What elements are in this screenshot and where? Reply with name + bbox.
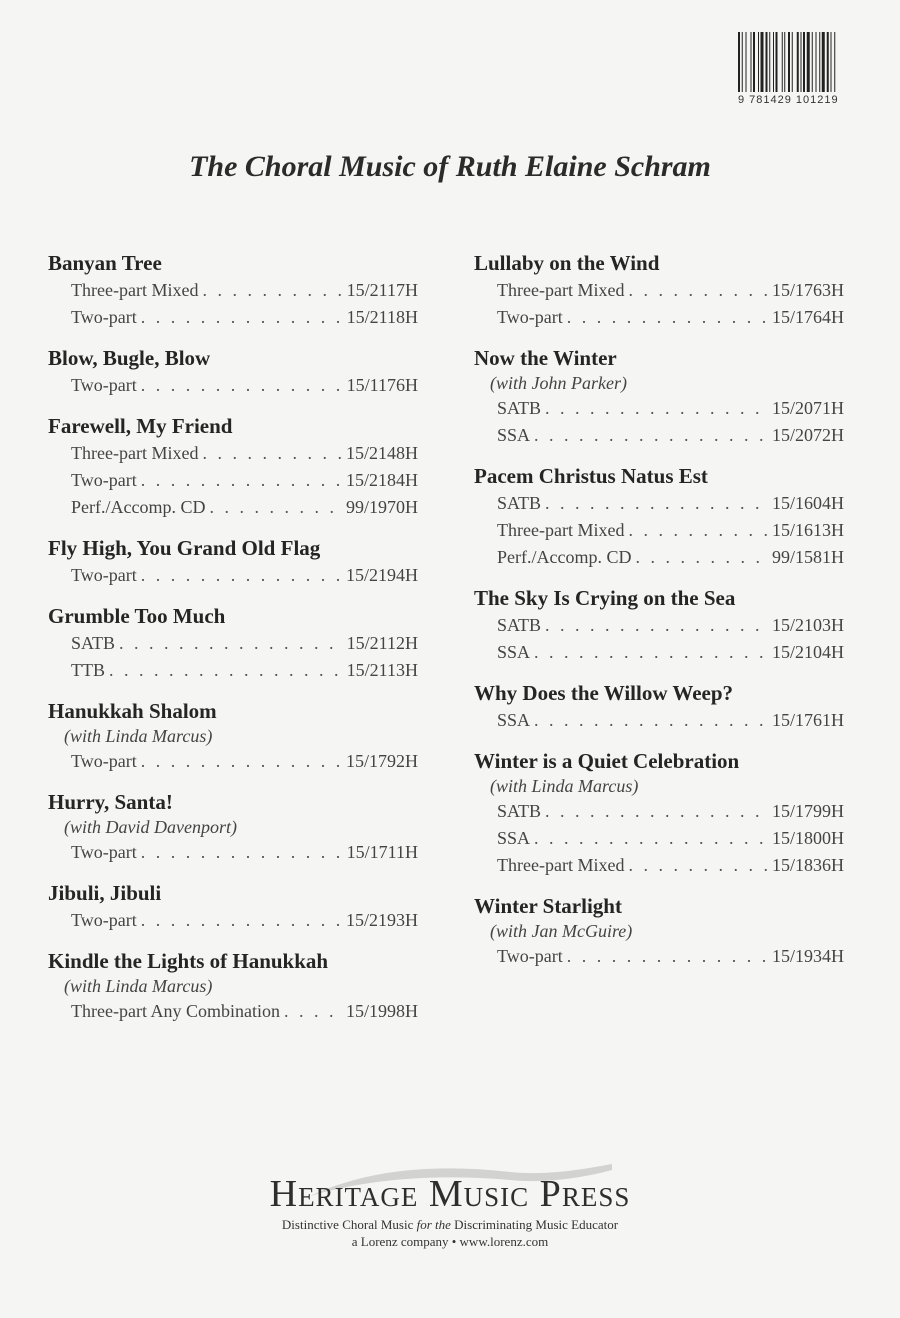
song-title: Why Does the Willow Weep? — [474, 681, 734, 705]
dot-leader — [141, 304, 343, 331]
edition-voicing: SATB — [497, 398, 542, 418]
edition-voicing: SSA — [497, 425, 531, 445]
edition-number: 15/2118H — [346, 307, 418, 327]
dot-leader — [534, 639, 768, 666]
edition-number: 15/1799H — [772, 801, 844, 821]
edition-voicing: Three-part Mixed — [497, 520, 625, 540]
barcode-bar — [776, 32, 778, 92]
barcode-bar — [784, 32, 785, 92]
song-title: Farewell, My Friend — [48, 414, 233, 438]
edition-number: 15/2184H — [346, 470, 418, 490]
edition-row — [48, 562, 418, 589]
song-entry — [48, 602, 418, 684]
edition-number: 15/2112H — [346, 633, 418, 653]
tagline-part1: Distinctive Choral Music — [281, 1217, 414, 1232]
edition-number: 15/2148H — [346, 443, 418, 463]
dot-leader — [141, 839, 343, 866]
song-credit: (with Linda Marcus) — [490, 776, 639, 796]
barcode-bar — [822, 32, 825, 92]
edition-number: 15/1764H — [772, 307, 844, 327]
song-entry — [474, 584, 844, 666]
edition-row — [48, 907, 418, 934]
edition-voicing: Three-part Any Combination — [71, 1001, 280, 1021]
dot-leader — [545, 395, 768, 422]
edition-row — [48, 630, 418, 657]
edition-row — [474, 517, 844, 544]
edition-voicing: SATB — [497, 615, 542, 635]
song-entry — [474, 462, 844, 571]
dot-leader — [635, 544, 768, 571]
dot-leader — [209, 494, 342, 521]
edition-voicing: Perf./Accomp. CD — [497, 547, 632, 567]
tagline-part2: Discriminating Music Educator — [454, 1217, 619, 1232]
barcode-bar — [812, 32, 813, 92]
edition-row — [48, 839, 418, 866]
edition-voicing: Two-part — [497, 946, 563, 966]
song-title: Grumble Too Much — [48, 604, 226, 628]
song-title: The Sky Is Crying on the Sea — [474, 586, 736, 610]
dot-leader — [109, 657, 343, 684]
edition-number: 15/2072H — [772, 425, 844, 445]
song-credit: (with Jan McGuire) — [490, 921, 633, 941]
dot-leader — [141, 372, 343, 399]
logo-wrap — [270, 1172, 631, 1216]
dot-leader — [202, 277, 342, 304]
song-entry — [474, 747, 844, 879]
edition-number: 15/1604H — [772, 493, 844, 513]
edition-row — [474, 798, 844, 825]
barcode-bar — [827, 32, 829, 92]
edition-voicing: Two-part — [71, 565, 137, 585]
edition-number: 15/1763H — [772, 280, 844, 300]
dot-leader — [545, 798, 768, 825]
song-title: Fly High, You Grand Old Flag — [48, 536, 321, 560]
song-title: Banyan Tree — [48, 251, 162, 275]
barcode-bar — [801, 32, 802, 92]
barcode-bar — [807, 32, 810, 92]
dot-leader — [534, 422, 768, 449]
edition-row — [474, 825, 844, 852]
dot-leader — [567, 943, 768, 970]
edition-voicing: SATB — [71, 633, 116, 653]
edition-number: 15/1792H — [346, 751, 418, 771]
song-entry — [474, 249, 844, 331]
song-entry — [474, 344, 844, 449]
edition-row — [48, 372, 418, 399]
dot-leader — [628, 517, 768, 544]
barcode-bar — [742, 32, 743, 92]
song-entry — [48, 879, 418, 934]
edition-voicing: SSA — [497, 710, 531, 730]
edition-number: 15/2104H — [772, 642, 844, 662]
edition-number: 15/2103H — [772, 615, 844, 635]
publisher-logo — [0, 1172, 900, 1250]
edition-number: 99/1581H — [772, 547, 844, 567]
barcode-bar — [758, 32, 759, 92]
barcode-bar — [746, 32, 747, 92]
barcode-bar — [769, 32, 770, 92]
song-entry — [48, 788, 418, 866]
dot-leader — [545, 490, 768, 517]
barcode-bar — [753, 32, 755, 92]
edition-row — [474, 852, 844, 879]
barcode-digits: 9 781429 101219 — [738, 94, 839, 106]
dot-leader — [141, 467, 342, 494]
edition-number: 15/2193H — [346, 910, 418, 930]
barcode-bar — [803, 32, 805, 92]
song-entry — [48, 947, 418, 1025]
edition-row — [48, 494, 418, 521]
dot-leader — [141, 907, 342, 934]
edition-number: 99/1970H — [346, 497, 418, 517]
edition-voicing: SATB — [497, 493, 542, 513]
publisher-subline: a Lorenz company • www.lorenz.com — [351, 1234, 549, 1249]
edition-row — [48, 657, 418, 684]
barcode-bar — [797, 32, 799, 92]
song-title: Hurry, Santa! — [48, 790, 173, 814]
edition-number: 15/1613H — [772, 520, 844, 540]
barcode-bar — [751, 32, 752, 92]
dot-leader — [628, 852, 768, 879]
barcode — [738, 32, 868, 106]
song-entry — [48, 412, 418, 521]
edition-number: 15/1800H — [772, 828, 844, 848]
dot-leader — [119, 630, 343, 657]
song-title: Now the Winter — [474, 346, 617, 370]
edition-number: 15/2071H — [772, 398, 844, 418]
publisher-name: Heritage Music Press — [269, 1173, 631, 1215]
song-title: Kindle the Lights of Hanukkah — [48, 949, 329, 973]
edition-row — [474, 422, 844, 449]
barcode-bar — [761, 32, 764, 92]
edition-row — [474, 304, 844, 331]
song-entry — [474, 679, 844, 734]
barcode-bar — [773, 32, 774, 92]
song-title: Winter Starlight — [474, 894, 622, 918]
page-title: The Choral Music of Ruth Elaine Schram — [189, 150, 711, 183]
edition-voicing: Two-part — [71, 307, 137, 327]
edition-voicing: Two-part — [71, 910, 137, 930]
song-credit: (with John Parker) — [490, 373, 627, 393]
song-entry — [48, 697, 418, 775]
edition-row — [474, 707, 844, 734]
edition-voicing: Three-part Mixed — [71, 280, 199, 300]
edition-number: 15/1761H — [772, 710, 844, 730]
edition-voicing: Three-part Mixed — [497, 280, 625, 300]
song-title: Jibuli, Jibuli — [48, 881, 162, 905]
barcode-bar — [788, 32, 790, 92]
dot-leader — [141, 748, 342, 775]
edition-row — [48, 304, 418, 331]
edition-row — [474, 943, 844, 970]
tagline-for-the: for the — [416, 1217, 451, 1232]
dot-leader — [141, 562, 342, 589]
song-title: Hanukkah Shalom — [48, 699, 217, 723]
edition-number: 15/1998H — [346, 1001, 418, 1021]
edition-row — [48, 467, 418, 494]
song-entry — [474, 892, 844, 970]
edition-voicing: Two-part — [497, 307, 563, 327]
edition-number: 15/1934H — [772, 946, 844, 966]
edition-voicing: SATB — [497, 801, 542, 821]
edition-number: 15/2113H — [346, 660, 418, 680]
song-credit: (with Linda Marcus) — [64, 976, 213, 996]
edition-number: 15/2117H — [346, 280, 418, 300]
edition-row — [474, 544, 844, 571]
edition-row — [474, 639, 844, 666]
edition-voicing: Perf./Accomp. CD — [71, 497, 206, 517]
barcode-bar — [831, 32, 832, 92]
song-entry — [48, 249, 418, 331]
barcode-bar — [792, 32, 793, 92]
edition-voicing: Two-part — [71, 751, 137, 771]
song-credit: (with David Davenport) — [64, 817, 237, 837]
edition-row — [474, 395, 844, 422]
dot-leader — [202, 440, 342, 467]
edition-row — [474, 490, 844, 517]
edition-number: 15/2194H — [346, 565, 418, 585]
edition-row — [48, 277, 418, 304]
left-column — [48, 249, 418, 1038]
edition-number: 15/1176H — [346, 375, 418, 395]
dot-leader — [628, 277, 768, 304]
edition-row — [474, 277, 844, 304]
edition-row — [48, 440, 418, 467]
barcode-bar — [738, 32, 740, 92]
song-title: Lullaby on the Wind — [474, 251, 660, 275]
right-column — [474, 249, 844, 983]
dot-leader — [284, 998, 342, 1025]
barcode-bar — [766, 32, 768, 92]
song-entry — [48, 344, 418, 399]
edition-voicing: Two-part — [71, 375, 137, 395]
barcode-bar — [816, 32, 817, 92]
edition-voicing: Three-part Mixed — [497, 855, 625, 875]
song-entry — [48, 534, 418, 589]
edition-number: 15/1836H — [772, 855, 844, 875]
dot-leader — [567, 304, 768, 331]
edition-voicing: Two-part — [71, 470, 137, 490]
dot-leader — [534, 825, 768, 852]
barcode-bar — [819, 32, 820, 92]
dot-leader — [534, 707, 768, 734]
edition-voicing: SSA — [497, 642, 531, 662]
song-credit: (with Linda Marcus) — [64, 726, 213, 746]
barcode-bar — [834, 32, 835, 92]
edition-number: 15/1711H — [346, 842, 418, 862]
song-title: Blow, Bugle, Blow — [48, 346, 211, 370]
edition-row — [48, 748, 418, 775]
edition-row — [474, 612, 844, 639]
song-title: Winter is a Quiet Celebration — [474, 749, 740, 773]
dot-leader — [545, 612, 768, 639]
publisher-tagline — [0, 1216, 900, 1233]
edition-voicing: SSA — [497, 828, 531, 848]
song-title: Pacem Christus Natus Est — [474, 464, 708, 488]
edition-voicing: Two-part — [71, 842, 137, 862]
barcode-bar — [782, 32, 783, 92]
barcode-bars — [738, 32, 866, 92]
edition-voicing: TTB — [71, 660, 105, 680]
edition-voicing: Three-part Mixed — [71, 443, 199, 463]
edition-row — [48, 998, 418, 1025]
